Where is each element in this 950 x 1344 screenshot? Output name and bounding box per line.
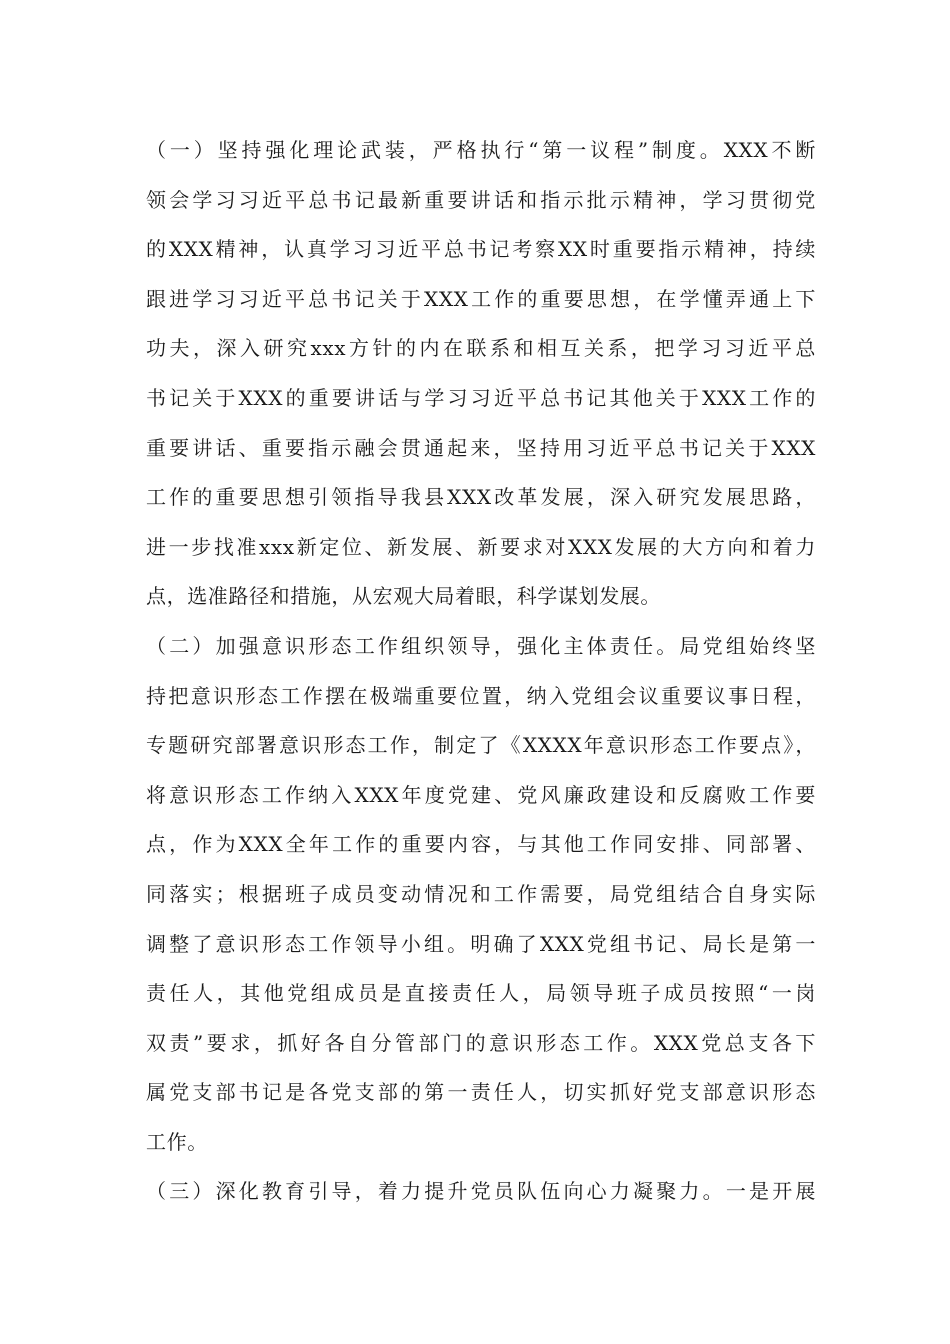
paragraph-line: （二）加强意识形态工作组织领导，强化主体责任。局党组始终坚: [146, 633, 816, 658]
paragraph-line: 领会学习习近平总书记最新重要讲话和指示批示精神，学习贯彻党: [146, 187, 816, 212]
paragraph-line: （三）深化教育引导，着力提升党员队伍向心力凝聚力。一是开展: [146, 1179, 816, 1204]
paragraph-line: 书记关于XXX的重要讲话与学习习近平总书记其他关于XXX工作的: [146, 385, 816, 410]
paragraph-line: 将意识形态工作纳入XXX年度党建、党风廉政建设和反腐败工作要: [146, 782, 816, 807]
paragraph-2: [146, 622, 816, 1168]
paragraph-line: 重要讲话、重要指示融会贯通起来，坚持用习近平总书记关于XXX: [146, 435, 816, 460]
paragraph-line: 属党支部书记是各党支部的第一责任人，切实抓好党支部意识形态: [146, 1080, 816, 1105]
paragraph-3: [146, 1167, 816, 1217]
paragraph-line: （一）坚持强化理论武装，严格执行“第一议程”制度。XXX不断: [146, 138, 816, 162]
paragraph-line: 双责”要求，抓好各自分管部门的意识形态工作。XXX党总支各下: [146, 1030, 816, 1055]
paragraph-line: 专题研究部署意识形态工作，制定了《XXXX年意识形态工作要点》，: [146, 733, 816, 758]
paragraph-line: 工作的重要思想引领指导我县XXX改革发展，深入研究发展思路，: [146, 485, 816, 510]
paragraph-line: 点，选准路径和措施，从宏观大局着眼，科学谋划发展。: [146, 584, 661, 609]
document-body: [146, 126, 816, 1217]
paragraph-line: 进一步找准xxx新定位、新发展、新要求对XXX发展的大方向和着力: [146, 534, 816, 559]
paragraph-line: 持把意识形态工作摆在极端重要位置，纳入党组会议重要议事日程，: [146, 683, 816, 708]
paragraph-line: 的XXX精神，认真学习习近平总书记考察XX时重要指示精神，持续: [146, 237, 816, 262]
paragraph-line: 责任人，其他党组成员是直接责任人，局领导班子成员按照“一岗: [146, 981, 816, 1006]
paragraph-line: 功夫，深入研究xxx方针的内在联系和相互关系，把学习习近平总: [146, 336, 816, 361]
paragraph-1: [146, 126, 816, 622]
paragraph-line: 工作。: [146, 1129, 208, 1154]
paragraph-line: 调整了意识形态工作领导小组。明确了XXX党组书记、局长是第一: [146, 931, 816, 956]
paragraph-line: 同落实；根据班子成员变动情况和工作需要，局党组结合自身实际: [146, 881, 816, 906]
paragraph-line: 点，作为XXX全年工作的重要内容，与其他工作同安排、同部署、: [146, 832, 816, 857]
paragraph-line: 跟进学习习近平总书记关于XXX工作的重要思想，在学懂弄通上下: [146, 286, 816, 311]
